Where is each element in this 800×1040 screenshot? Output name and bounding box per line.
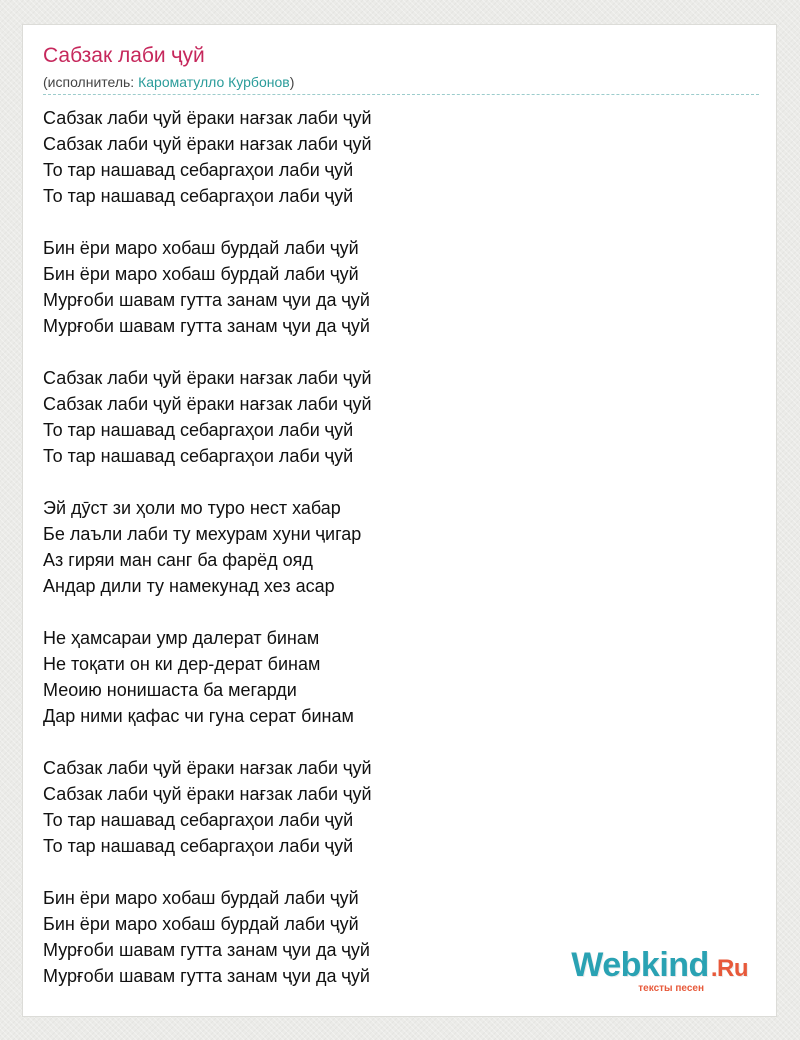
stanza — [43, 495, 743, 599]
lyric-line: То тар нашавад себаргаҳои лаби ҷуй — [43, 836, 354, 856]
logo-wordmark — [571, 946, 748, 985]
song-title: Сабзак лаби ҷуй — [43, 44, 205, 67]
lyric-line: Мурғоби шавам гутта занам ҷуи да ҷуй — [43, 290, 370, 310]
artist-prefix: (исполнитель: — [43, 74, 139, 90]
logo-name: Webkind — [571, 946, 709, 984]
logo-tld: .Ru — [710, 955, 748, 982]
stanza — [43, 105, 743, 209]
lyric-line: То тар нашавад себаргаҳои лаби ҷуй — [43, 446, 354, 466]
lyric-line: Мурғоби шавам гутта занам ҷуи да ҷуй — [43, 316, 370, 336]
lyric-line: Сабзак лаби ҷуй ёраки нағзак лаби ҷуй — [43, 134, 372, 154]
lyric-line: Меоию нонишаста ба мегарди — [43, 680, 297, 700]
lyric-line: Сабзак лаби ҷуй ёраки нағзак лаби ҷуй — [43, 108, 372, 128]
lyric-line: Бин ёри маро хобаш бурдай лаби ҷуй — [43, 914, 359, 934]
lyric-line: Сабзак лаби ҷуй ёраки нағзак лаби ҷуй — [43, 368, 372, 388]
artist-suffix: ) — [289, 74, 295, 90]
lyric-line: Не ҳамсараи умр далерат бинам — [43, 628, 320, 648]
lyric-line: Сабзак лаби ҷуй ёраки нағзак лаби ҷуй — [43, 394, 372, 414]
lyric-line: Бин ёри маро хобаш бурдай лаби ҷуй — [43, 238, 359, 258]
stanza — [43, 755, 743, 859]
lyrics-body — [43, 105, 743, 1015]
lyric-line: То тар нашавад себаргаҳои лаби ҷуй — [43, 160, 354, 180]
lyric-line: Аз гиряи ман санг ба фарёд ояд — [43, 550, 313, 570]
title-divider — [43, 94, 759, 95]
lyric-line: Эй дӯст зи ҳоли мо туро нест хабар — [43, 498, 341, 518]
stanza — [43, 235, 743, 339]
lyric-line: Бин ёри маро хобаш бурдай лаби ҷуй — [43, 888, 359, 908]
site-logo[interactable] — [548, 946, 748, 996]
lyrics-card — [22, 24, 777, 1017]
lyric-line: Сабзак лаби ҷуй ёраки нағзак лаби ҷуй — [43, 784, 372, 804]
lyric-line: То тар нашавад себаргаҳои лаби ҷуй — [43, 186, 354, 206]
lyric-line: Дар ними қафас чи гуна серат бинам — [43, 706, 354, 726]
lyric-line: Бин ёри маро хобаш бурдай лаби ҷуй — [43, 264, 359, 284]
lyric-line: Сабзак лаби ҷуй ёраки нағзак лаби ҷуй — [43, 758, 372, 778]
lyric-line: Мурғоби шавам гутта занам ҷуи да ҷуй — [43, 940, 370, 960]
logo-tagline: тексты песен — [638, 983, 704, 994]
artist-link[interactable]: Кароматулло Курбонов — [138, 74, 290, 90]
lyric-line: То тар нашавад себаргаҳои лаби ҷуй — [43, 810, 354, 830]
lyric-line: Андар дили ту намекунад хез асар — [43, 576, 335, 596]
artist-line — [43, 74, 294, 90]
lyric-line: Не тоқати он ки дер-дерат бинам — [43, 654, 321, 674]
stanza — [43, 625, 743, 729]
stanza — [43, 365, 743, 469]
lyric-line: То тар нашавад себаргаҳои лаби ҷуй — [43, 420, 354, 440]
lyric-line: Мурғоби шавам гутта занам ҷуи да ҷуй — [43, 966, 370, 986]
lyric-line: Бе лаъли лаби ту мехурам хуни ҷигар — [43, 524, 362, 544]
